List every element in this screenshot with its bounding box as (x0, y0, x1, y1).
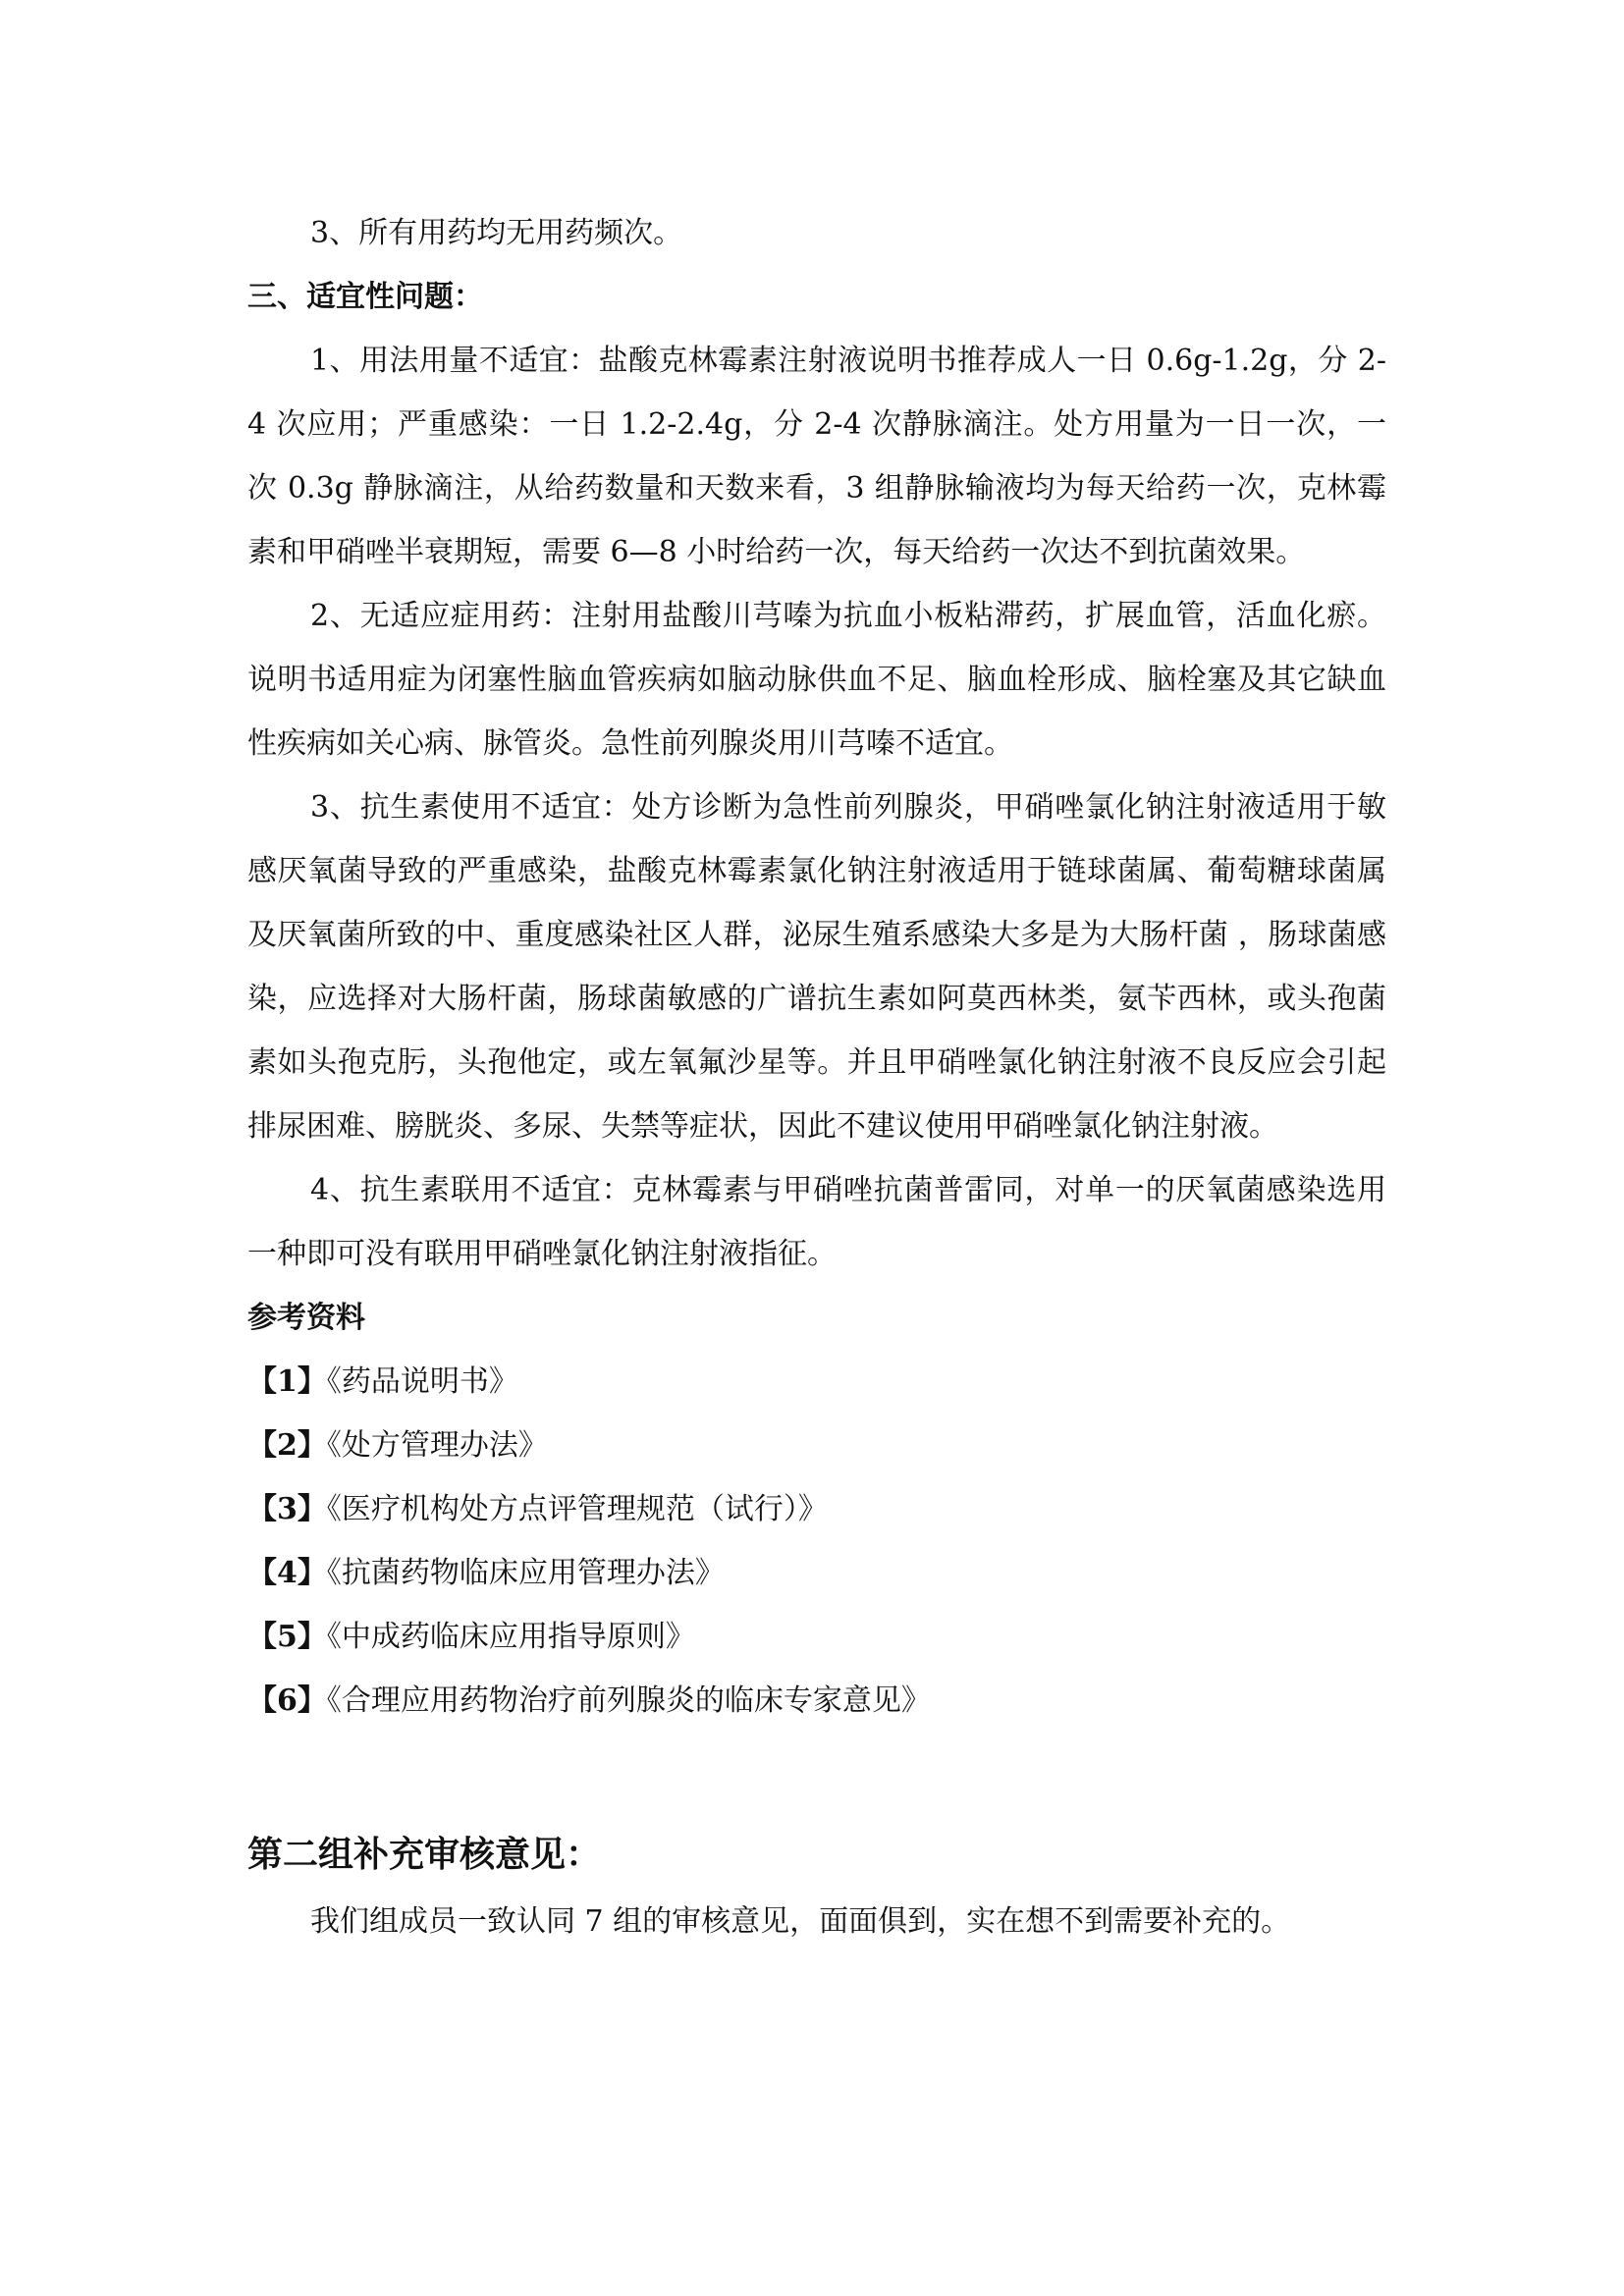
reference-number: 【5】 (247, 1620, 327, 1654)
reference-item (247, 1350, 1386, 1414)
reference-number: 【6】 (247, 1683, 327, 1718)
reference-number: 【1】 (247, 1364, 327, 1399)
reference-number: 【3】 (247, 1492, 327, 1526)
reference-text: 《中成药临床应用指导原则》 (326, 1620, 695, 1654)
reference-item (247, 1605, 1386, 1669)
reference-number: 【4】 (247, 1556, 327, 1590)
paragraph-antibiotic-use: 3、抗生素使用不适宜：处方诊断为急性前列腺炎，甲硝唑氯化钠注射液适用于敏感厌氧菌导致的严重感染，盐酸克林霉素氯化钠注射液适用于链球菌属、葡萄糖球菌属及厌氧菌所致的中、重度感染社区人群，泌尿生殖系感染大多是为大肠杆菌 ，肠球菌感染，应选择对大肠杆菌，肠球菌敏感的广谱抗生素如阿莫西林类，氨苄西林，或头孢菌素如头孢克肟，头孢他定，或左氧氟沙星等。并且甲硝唑氯化钠注射液不良反应会引起排尿困难、膀胱炎、多尿、失禁等症状，因此不建议使用甲硝唑氯化钠注射液。 (247, 790, 1386, 1144)
reference-text: 《药品说明书》 (326, 1364, 518, 1399)
reference-number: 【2】 (247, 1428, 327, 1463)
group-two-title: 第二组补充审核意见： (247, 1834, 602, 1875)
document-page (247, 201, 1386, 1953)
reference-item (247, 1541, 1386, 1605)
paragraph-indication: 2、无适应症用药：注射用盐酸川芎嗪为抗血小板粘滞药，扩展血管，活血化瘀。说明书适用症为闭塞性脑血管疾病如脑动脉供血不足、脑血栓形成、脑栓塞及其它缺血性疾病如关心病、脉管炎。急性前列腺炎用川芎嗪不适宜。 (247, 599, 1386, 761)
reference-item (247, 1477, 1386, 1541)
reference-text: 《合理应用药物治疗前列腺炎的临床专家意见》 (326, 1683, 931, 1718)
reference-text: 《医疗机构处方点评管理规范（试行）》 (326, 1492, 828, 1526)
intro-item: 3、所有用药均无用药频次。 (310, 216, 683, 250)
paragraph-dosage: 1、用法用量不适宜：盐酸克林霉素注射液说明书推荐成人一日 0.6g-1.2g，分 2-4 次应用；严重感染：一日 1.2-2.4g，分 2-4 次静脉滴注。处方用量为一日一次，一次 0.3g 静脉滴注，从给药数量和天数来看，3 组静脉输液均为每天给药一次，克林霉素和甲硝唑半衰期短，需要 6—8 小时给药一次，每天给药一次达不到抗菌效果。 (247, 344, 1386, 569)
paragraph-antibiotic-combination: 4、抗生素联用不适宜：克林霉素与甲硝唑抗菌普雷同，对单一的厌氧菌感染选用一种即可没有联用甲硝唑氯化钠注射液指征。 (247, 1173, 1386, 1271)
references-title: 参考资料 (247, 1301, 365, 1335)
group-two-text: 我们组成员一致认同 7 组的审核意见，面面俱到，实在想不到需要补充的。 (310, 1904, 1291, 1939)
reference-item (247, 1414, 1386, 1477)
references-list (247, 1350, 1386, 1733)
reference-text: 《处方管理办法》 (326, 1428, 548, 1463)
reference-text: 《抗菌药物临床应用管理办法》 (326, 1556, 725, 1590)
section-title-suitability: 三、适宜性问题： (247, 280, 483, 314)
reference-item (247, 1669, 1386, 1733)
